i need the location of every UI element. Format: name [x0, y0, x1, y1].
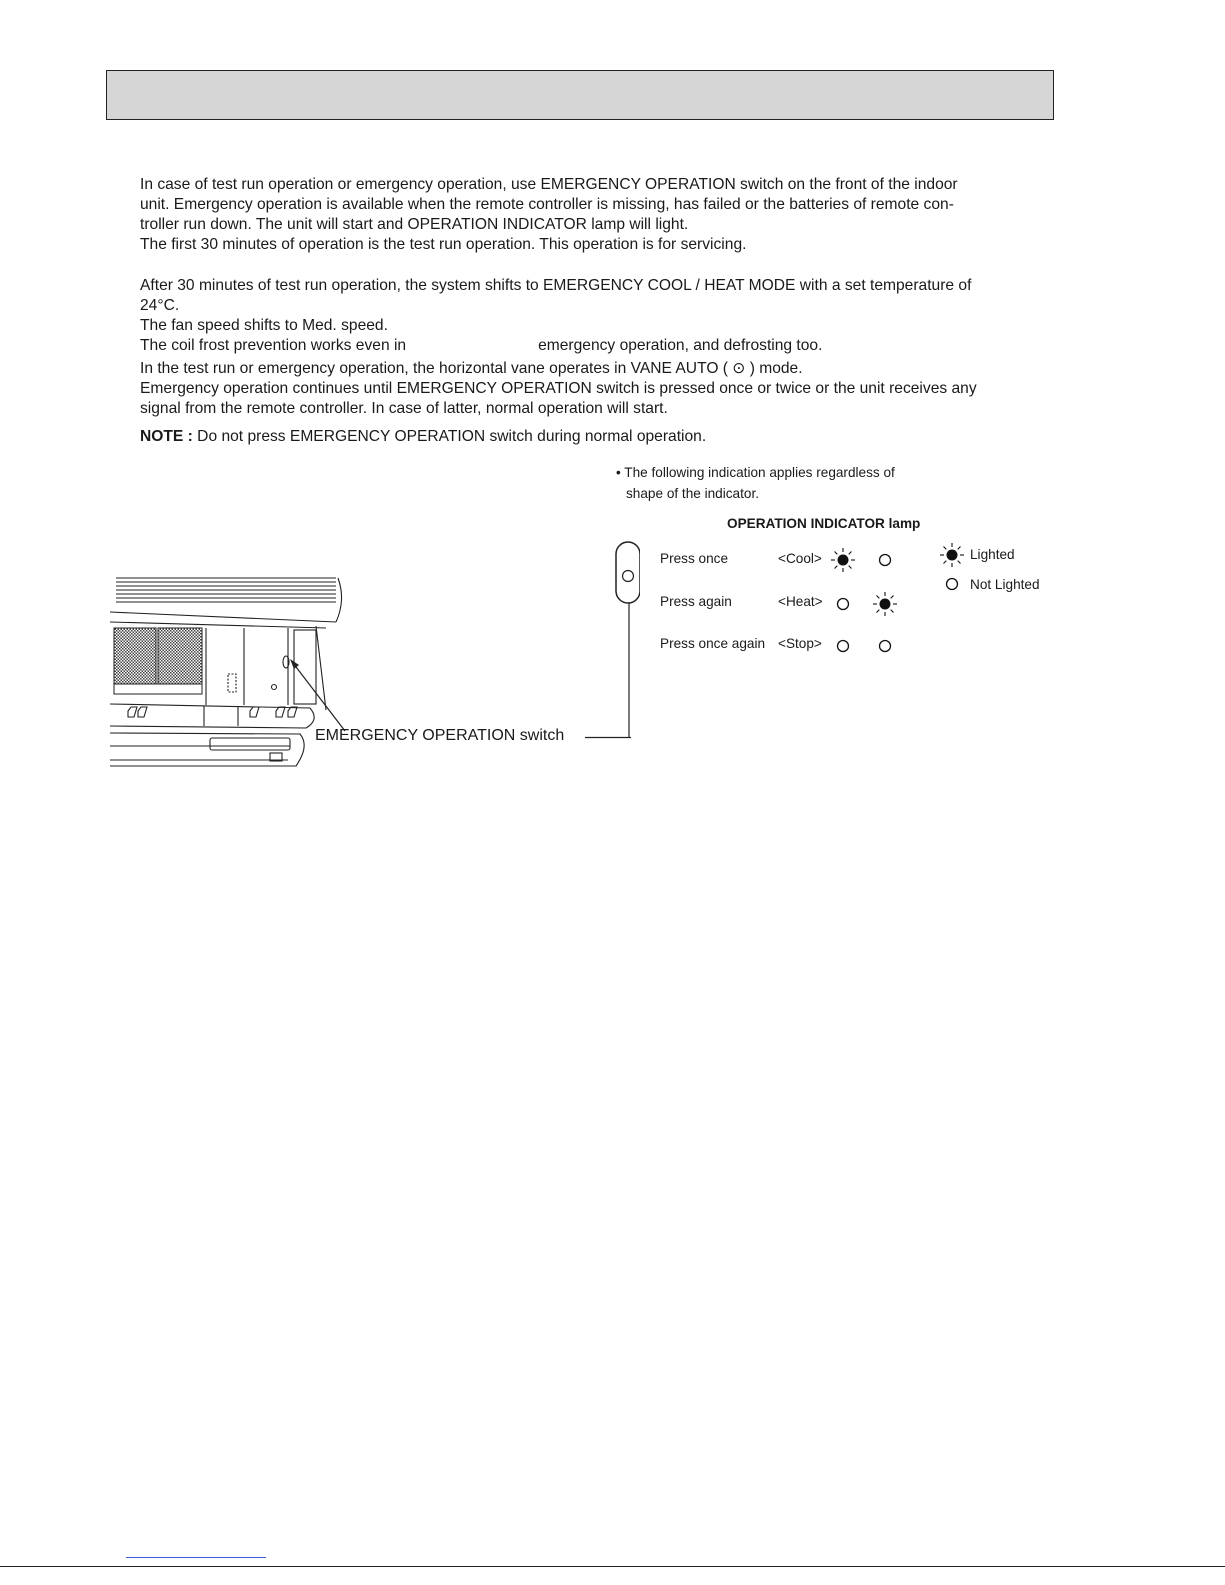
- lamp-icon: [871, 590, 899, 618]
- lamp-icon: [829, 632, 857, 660]
- footer-rule: [0, 1566, 1225, 1567]
- row-mode-label: <Stop>: [778, 636, 822, 651]
- row-mode-label: <Cool>: [778, 551, 822, 566]
- switch-leader-icon: [600, 535, 640, 745]
- lamp-icon: [829, 546, 857, 574]
- note-line: [140, 427, 706, 447]
- frost-text-end: emergency operation, and defrosting too.: [538, 337, 823, 354]
- lamp-icon: [871, 546, 899, 574]
- row-action-label: Press once: [660, 551, 729, 566]
- leader-horizontal-line: [585, 736, 631, 739]
- footer-link-underline: [126, 1557, 266, 1558]
- indicator-title: OPERATION INDICATOR lamp: [727, 516, 921, 531]
- row-action-label: Press once again: [660, 636, 766, 651]
- body-line: 24°C.: [140, 297, 180, 314]
- body-line: In case of test run operation or emergency operation, use EMERGENCY OPERATION switch on the front of the indoor: [140, 176, 958, 193]
- body-line-frost: [140, 336, 822, 356]
- switch-arrow-icon: [285, 655, 355, 735]
- body-line: The first 30 minutes of operation is the test run operation. This operation is for servicing.: [140, 236, 747, 253]
- body-line: Emergency operation continues until EMERGENCY OPERATION switch is pressed once or twice or the unit receives any: [140, 380, 977, 397]
- body-line: The fan speed shifts to Med. speed.: [140, 317, 388, 334]
- frost-text-start: The coil frost prevention works even in: [140, 337, 407, 354]
- indicator-note-line: shape of the indicator.: [626, 486, 760, 501]
- lamp-icon: [829, 590, 857, 618]
- body-line: signal from the remote controller. In case of latter, normal operation will start.: [140, 400, 668, 417]
- legend-lighted-icon: [938, 541, 966, 569]
- legend-lighted-label: Lighted: [970, 547, 1015, 562]
- legend-not-lighted-icon: [938, 570, 966, 598]
- body-line: unit. Emergency operation is available when the remote controller is missing, has failed or the batteries of remote con-: [140, 196, 954, 213]
- legend-not-lighted-label: Not Lighted: [970, 577, 1040, 592]
- body-line: After 30 minutes of test run operation, the system shifts to EMERGENCY COOL / HEAT MODE with a set temperature of: [140, 277, 972, 294]
- body-line: troller run down. The unit will start and OPERATION INDICATOR lamp will light.: [140, 216, 689, 233]
- body-line-vane: In the test run or emergency operation, the horizontal vane operates in VANE AUTO ( ⊙ ) mode.: [140, 360, 803, 377]
- emergency-switch-label: EMERGENCY OPERATION switch: [315, 727, 565, 744]
- note-text: Do not press EMERGENCY OPERATION switch during normal operation.: [192, 428, 707, 445]
- indicator-note-line: • The following indication applies regardless of: [616, 465, 895, 480]
- note-label: NOTE :: [140, 428, 193, 445]
- row-mode-label: <Heat>: [778, 594, 823, 609]
- section-header-box: [106, 70, 1054, 120]
- lamp-icon: [871, 632, 899, 660]
- row-action-label: Press again: [660, 594, 732, 609]
